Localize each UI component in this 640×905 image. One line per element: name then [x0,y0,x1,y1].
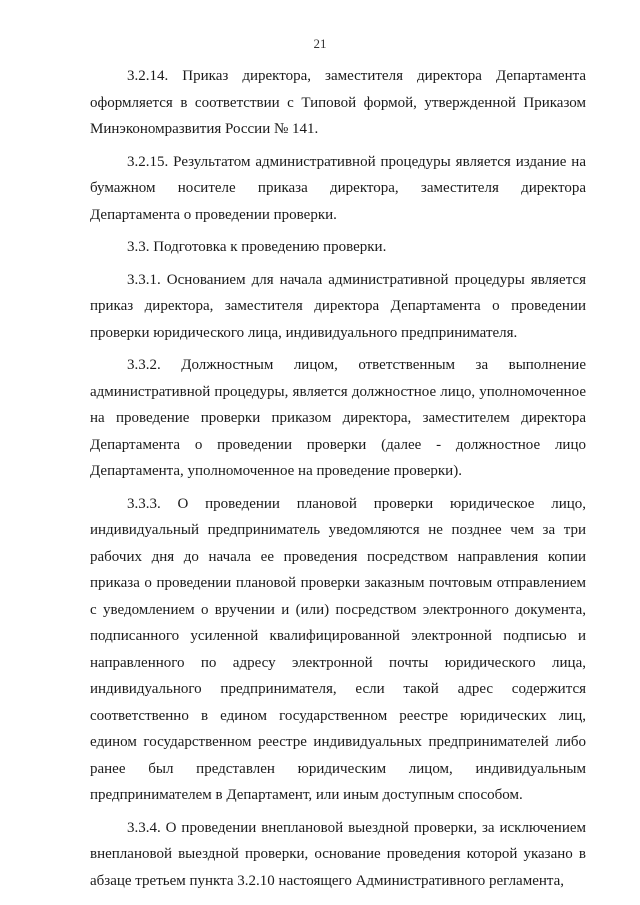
paragraph-3-2-15: 3.2.15. Результатом административной процедуры является издание на бумажном носителе приказа директора, заместителя директора Департамента о проведении проверки. [90,153,586,223]
paragraph-3-3-3: 3.3.3. О проведении плановой проверки юридическое лицо, индивидуальный предприниматель уведомляются не позднее чем за три рабочих дня до начала ее проведения посредством направления копии приказа о проведении плановой проверки заказным почтовым отправлением с уведомлением о вручении и (или) посредством электронного документа, подписанного усиленной квалифицированной электронной подписью и направленного по адресу электронной почты юридического лица, индивидуального предпринимателя, если такой адрес содержится соответственно в едином государственном реестре юридических лиц, едином государственном реестре индивидуальных предпринимателей либо ранее был представлен юридическим лицом, индивидуальным предпринимателем в Департамент, или иным доступным способом. [90,495,586,803]
paragraph-3-2-14: 3.2.14. Приказ директора, заместителя директора Департамента оформляется в соответствии с Типовой формой, утвержденной Приказом Минэкономразвития России № 141. [90,68,586,137]
document-body [90,63,586,894]
paragraph-3-3-1: 3.3.1. Основанием для начала административной процедуры является приказ директора, заместителя директора Департамента о проведении проверки юридического лица, индивидуального предпринимателя. [90,271,586,341]
paragraph-3-3-4: 3.3.4. О проведении внеплановой выездной проверки, за исключением внеплановой выездной проверки, основание проведения которой указано в абзаце третьем пункта 3.2.10 настоящего Административного регламента, [90,819,586,889]
page-number: 21 [313,36,327,51]
paragraph-3-3-2: 3.3.2. Должностным лицом, ответственным за выполнение административной процедуры, является должностное лицо, уполномоченное на проведение проверки приказом директора, заместителем директора Департамента о проведении проверки (далее - должностное лицо Департамента, уполномоченное на проведение проверки). [90,357,586,479]
section-heading-3-3: 3.3. Подготовка к проведению проверки. [127,239,387,255]
